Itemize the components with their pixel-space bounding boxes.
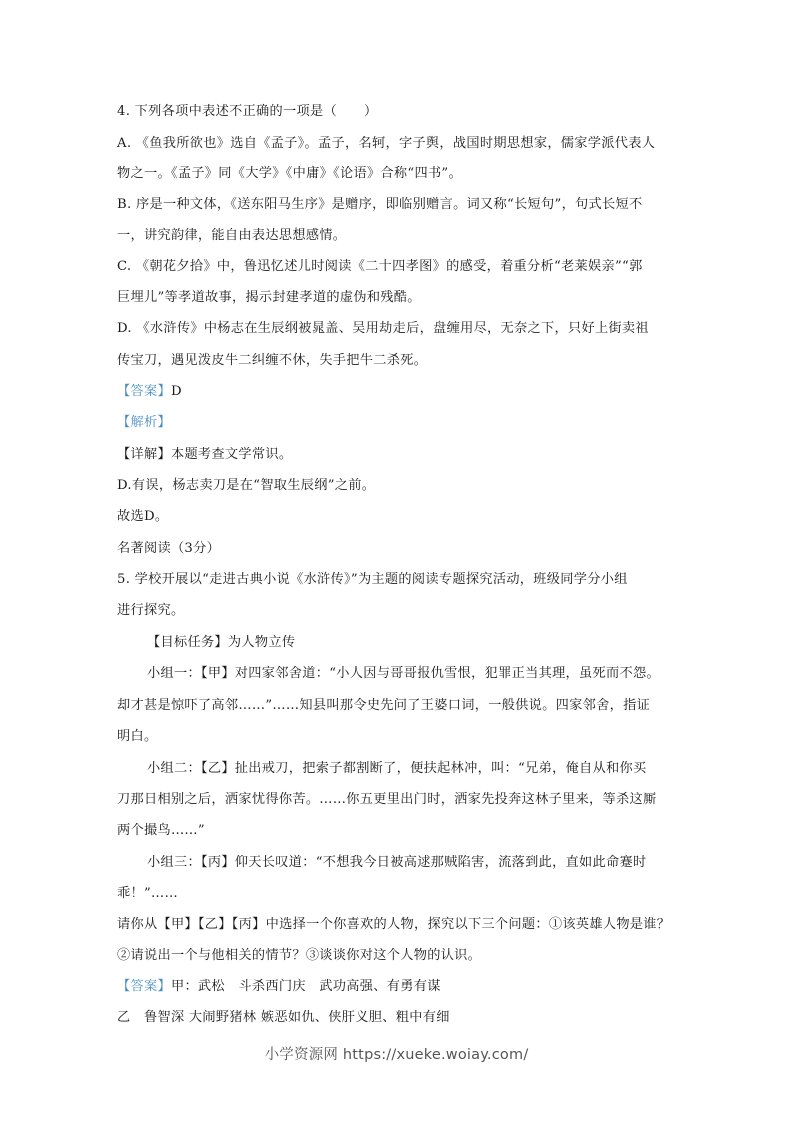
question-4-stem: 4. 下列各项中表述不正确的一项是（ ）: [117, 104, 378, 119]
detail-row: [117, 446, 292, 464]
option-c-line-2: 巨埋儿”等孝道故事，揭示封建孝道的虚伪和残酷。: [117, 290, 421, 305]
group-2-line-2: 刀那日相别之后，洒家忧得你苦。……你五更里出门时，洒家先投奔这林子里来，等杀这厮: [117, 792, 657, 807]
answer-jia: 甲：武松 斗杀西门庆 武功高强、有勇有谋: [170, 979, 441, 994]
answer-label: 【答案】: [117, 384, 171, 399]
analysis-label: 【解析】: [117, 415, 171, 430]
group-2-line-1: 小组二：【乙】扯出戒刀，把索子都割断了，便扶起林冲，叫：“兄弟，俺自从和你买: [147, 761, 647, 776]
option-b-line-2: 一，讲究韵律，能自由表达思想感情。: [117, 228, 347, 243]
detail-text: 本题考查文学常识。: [170, 447, 293, 462]
prompt-line-2: ②请说出一个与他相关的情节？③谈谈你对这个人物的认识。: [117, 948, 482, 963]
option-a-line-1: A. 《鱼我所欲也》选自《孟子》。孟子，名轲，字子舆，战国时期思想家，儒家学派代表人: [117, 136, 656, 151]
section-heading: 名著阅读（3分）: [117, 541, 221, 556]
answer-label-q5: 【答案】: [117, 979, 171, 994]
target-task: 【目标任务】为人物立传: [147, 635, 296, 650]
option-b-line-1: B. 序是一种文体，《送东阳马生序》是赠序，即临别赠言。词又称“长短句”，句式长短不: [117, 197, 643, 212]
answer-row-q5: [117, 978, 441, 996]
group-1-line-2: 却才甚是惊吓了高邻……”……知县叫那令史先问了王婆口词，一般供说。四家邻舍，指证: [117, 698, 651, 713]
detail-label: 【详解】: [117, 447, 171, 462]
option-d-line-2: 传宝刀，遇见泼皮牛二纠缠不休，失手把牛二杀死。: [117, 353, 428, 368]
group-1-line-1: 小组一：【甲】对四家邻舍道：“小人因与哥哥报仇雪恨，犯罪正当其理，虽死而不怨。: [147, 666, 660, 681]
group-3-line-2: 乖！”……: [117, 886, 178, 901]
explanation-text: D.有误，杨志卖刀是在“智取生辰纲”之前。: [117, 478, 376, 493]
question-5-stem-line-2: 进行探究。: [117, 603, 185, 618]
answer-row-q4: [117, 383, 182, 401]
group-2-line-3: 两个撮鸟……”: [117, 823, 205, 838]
option-c-line-1: C. 《朝花夕拾》中，鲁迅忆述儿时阅读《二十四孝图》的感受，着重分析“老莱娱亲”“郭: [117, 259, 643, 274]
prompt-line-1: 请你从【甲】【乙】【丙】中选择一个你喜欢的人物，探究以下三个问题：①该英雄人物是谁？: [117, 917, 671, 932]
answer-yi: 乙 鲁智深 大闹野猪林 嫉恶如仇、侠肝义胆、粗中有细: [117, 1010, 450, 1025]
option-d-line-1: D. 《水浒传》中杨志在生辰纲被晁盖、吴用劫走后，盘缠用尽，无奈之下，只好上街卖祖: [117, 321, 649, 336]
group-3-line-1: 小组三：【丙】仰天长叹道：“不想我今日被高逑那贼陷害，流落到此，直如此命蹇时: [147, 855, 647, 870]
group-1-line-3: 明白。: [117, 729, 158, 744]
conclusion-text: 故选D。: [117, 509, 169, 524]
answer-value: D: [170, 384, 182, 399]
question-5-stem-line-1: 5. 学校开展以“走进古典小说《水浒传》”为主题的阅读专题探究活动，班级同学分小组: [117, 572, 628, 587]
option-a-line-2: 物之一。《孟子》同《大学》《中庸》《论语》合称“四书”。: [117, 166, 462, 181]
footer-watermark: 小学资源网 https://xueke.woiay.com/: [264, 1047, 529, 1063]
